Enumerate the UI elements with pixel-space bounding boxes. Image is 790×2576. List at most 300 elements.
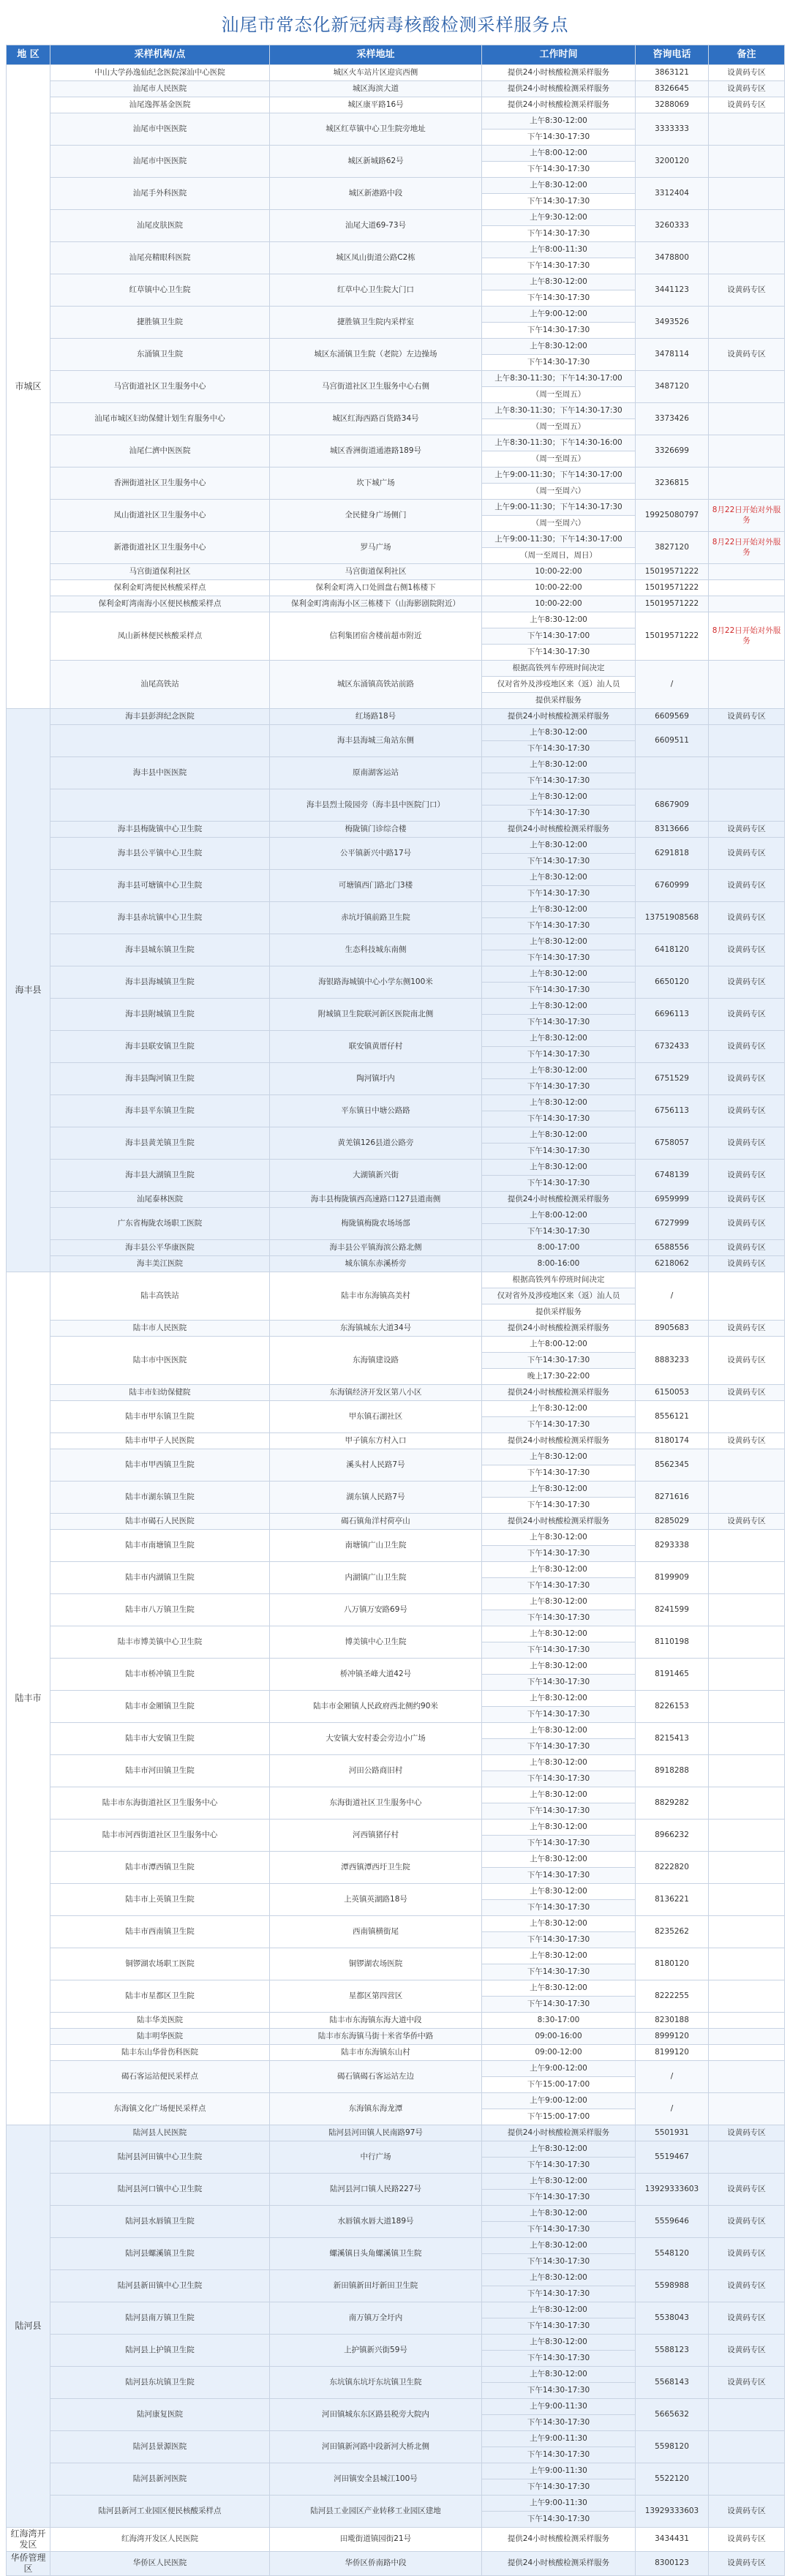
hours-cell: 下午14:30-17:30: [482, 773, 636, 789]
table-row: [7, 870, 785, 886]
table-row: [7, 2045, 785, 2061]
note-cell: 设黄码专区: [709, 934, 785, 966]
phone-cell: 8110198: [636, 1626, 709, 1659]
address-cell: 城区新城路62号: [270, 146, 482, 178]
phone-cell: 6727999: [636, 1208, 709, 1240]
table-row: [7, 1723, 785, 1739]
table-row: [7, 725, 785, 741]
hours-cell: 上午8:30-12:00: [482, 1884, 636, 1900]
org-cell: 陆河县新河工业园区便民核酸采样点: [50, 2496, 270, 2528]
hours-cell: 下午14:30-17:30: [482, 806, 636, 822]
org-cell: 陆河县新田镇中心卫生院: [50, 2270, 270, 2302]
note-cell: 设黄码专区: [709, 1127, 785, 1160]
hours-cell: 下午14:30-17:30: [482, 950, 636, 966]
hours-cell: 上午8:30-12:00: [482, 2141, 636, 2158]
table-row: [7, 1192, 785, 1208]
phone-cell: 8829282: [636, 1787, 709, 1820]
note-cell: [709, 307, 785, 339]
note-cell: [709, 2399, 785, 2431]
hours-cell: 8:30-17:00: [482, 2013, 636, 2029]
address-cell: 城区海滨大道: [270, 81, 482, 97]
hours-cell: 下午14:30-17:30: [482, 1079, 636, 1095]
org-cell: 中山大学孙逸仙纪念医院深汕中心医院: [50, 65, 270, 81]
phone-cell: 6150053: [636, 1385, 709, 1401]
table-row: [7, 1691, 785, 1707]
note-cell: [709, 2061, 785, 2093]
address-cell: 马宫街道社区卫生服务中心右侧: [270, 371, 482, 403]
hours-cell: 上午8:30-12:00: [482, 1449, 636, 1465]
hours-cell: 下午14:30-17:30: [482, 1176, 636, 1192]
hours-cell: 上午8:30-12:00: [482, 1095, 636, 1111]
note-cell: 设黄码专区: [709, 999, 785, 1031]
address-cell: 生态科技城东南侧: [270, 934, 482, 966]
org-cell: 陆丰市甲东镇卫生院: [50, 1401, 270, 1433]
table-row: [7, 789, 785, 806]
table-row: [7, 97, 785, 113]
org-cell: 红草镇中心卫生院: [50, 274, 270, 307]
hours-cell: （周一至周五）: [482, 387, 636, 403]
address-cell: 坎下城广场: [270, 467, 482, 500]
hours-cell: （周一至周五）: [482, 451, 636, 467]
hours-cell: 上午8:30-12:00: [482, 1401, 636, 1417]
phone-cell: 5588123: [636, 2335, 709, 2367]
table-row: [7, 612, 785, 628]
sampling-sites-table: [6, 45, 785, 2576]
address-cell: 东海镇城东大道34号: [270, 1321, 482, 1337]
phone-cell: 8562345: [636, 1449, 709, 1482]
phone-cell: 5665632: [636, 2399, 709, 2431]
note-cell: 设黄码专区: [709, 1192, 785, 1208]
hours-cell: 上午8:30-12:00: [482, 2238, 636, 2254]
hours-cell: 上午8:30-12:00: [482, 838, 636, 854]
hours-cell: 8:00-17:00: [482, 1240, 636, 1256]
address-cell: 城区火车站片区迎宾西侧: [270, 65, 482, 81]
table-row: [7, 2125, 785, 2141]
phone-cell: 8999120: [636, 2029, 709, 2045]
phone-cell: 8230188: [636, 2013, 709, 2029]
note-cell: 设黄码专区: [709, 1031, 785, 1063]
note-cell: 设黄码专区: [709, 822, 785, 838]
table-row: [7, 1562, 785, 1578]
note-cell: 设黄码专区: [709, 2552, 785, 2576]
org-cell: 陆河康复医院: [50, 2399, 270, 2431]
table-row: [7, 210, 785, 226]
address-cell: 联安镇黄厝仔村: [270, 1031, 482, 1063]
note-cell: [709, 2463, 785, 2496]
phone-cell: 8226153: [636, 1691, 709, 1723]
note-cell: [709, 210, 785, 242]
table-row: [7, 1095, 785, 1111]
address-cell: 华侨区侨南路中段: [270, 2552, 482, 2576]
address-cell: 潭西镇潭西圩卫生院: [270, 1852, 482, 1884]
hours-cell: 10:00-22:00: [482, 596, 636, 612]
org-cell: 陆丰市中医医院: [50, 1337, 270, 1385]
note-cell: [709, 596, 785, 612]
address-cell: 东海街道社区卫生服务中心: [270, 1787, 482, 1820]
table-row: [7, 1256, 785, 1272]
table-row: [7, 1337, 785, 1353]
hours-cell: 提供24小时核酸检测采样服务: [482, 97, 636, 113]
phone-cell: /: [636, 661, 709, 709]
phone-cell: 8300123: [636, 2552, 709, 2576]
org-cell: 汕尾市城区妇幼保健计划生育服务中心: [50, 403, 270, 435]
table-row: [7, 2141, 785, 2158]
note-cell: 设黄码专区: [709, 2496, 785, 2528]
note-cell: 设黄码专区: [709, 902, 785, 934]
note-cell: 设黄码专区: [709, 339, 785, 371]
org-cell: 陆丰东山华骨伤科医院: [50, 2045, 270, 2061]
org-cell: 陆丰市妇幼保健院: [50, 1385, 270, 1401]
org-cell: 陆丰市潭西镇卫生院: [50, 1852, 270, 1884]
org-cell: 陆丰市东海街道社区卫生服务中心: [50, 1787, 270, 1820]
note-cell: 设黄码专区: [709, 1321, 785, 1337]
phone-cell: 6696113: [636, 999, 709, 1031]
note-cell: 设黄码专区: [709, 1337, 785, 1385]
phone-cell: 8222255: [636, 1980, 709, 2013]
address-cell: 原南湖客运站: [270, 757, 482, 789]
phone-cell: 8271616: [636, 1482, 709, 1514]
org-cell: 海丰县联安镇卫生院: [50, 1031, 270, 1063]
table-row: [7, 307, 785, 323]
address-cell: 陆河县河田镇人民南路97号: [270, 2125, 482, 2141]
address-cell: 南万镇万全圩内: [270, 2302, 482, 2335]
table-row: [7, 1916, 785, 1932]
address-cell: 城区红草镇中心卫生院旁地址: [270, 113, 482, 146]
hours-cell: 仅对省外及涉疫地区来（返）汕人员: [482, 677, 636, 693]
hours-cell: 下午14:30-17:30: [482, 1417, 636, 1433]
address-cell: 城区东涌镇卫生院（老院）左边操场: [270, 339, 482, 371]
hours-cell: 上午8:30-12:00: [482, 1063, 636, 1079]
hours-cell: 下午14:30-17:30: [482, 1739, 636, 1755]
note-cell: [709, 1980, 785, 2013]
hours-cell: 上午8:30-12:00: [482, 757, 636, 773]
hours-cell: 上午8:30-11:30；下午14:30-17:30: [482, 403, 636, 419]
address-cell: 中行广场: [270, 2141, 482, 2174]
header-phone: 咨询电话: [636, 45, 709, 65]
hours-cell: 下午14:30-17:30: [482, 886, 636, 902]
table-row: [7, 564, 785, 580]
org-cell: 陆河县新河医院: [50, 2463, 270, 2496]
phone-cell: 5568143: [636, 2367, 709, 2399]
note-cell: 设黄码专区: [709, 2125, 785, 2141]
address-cell: 桥冲镇圣峰大道42号: [270, 1659, 482, 1691]
phone-cell: 8293338: [636, 1530, 709, 1562]
hours-cell: 10:00-22:00: [482, 580, 636, 596]
note-cell: 设黄码专区: [709, 1385, 785, 1401]
hours-cell: 下午14:30-17:30: [482, 2158, 636, 2174]
hours-cell: 下午14:30-17:30: [482, 1610, 636, 1626]
phone-cell: 8966232: [636, 1820, 709, 1852]
header-address: 采样地址: [270, 45, 482, 65]
page-title: 汕尾市常态化新冠病毒核酸检测采样服务点: [221, 15, 569, 35]
phone-cell: 8222820: [636, 1852, 709, 1884]
note-cell: [709, 1659, 785, 1691]
note-cell: 8月22日开始对外服务: [709, 500, 785, 532]
hours-cell: 下午14:30-17:30: [482, 1015, 636, 1031]
org-cell: 凤山新林便民核酸采样点: [50, 612, 270, 661]
table-row: [7, 467, 785, 484]
hours-cell: 下午14:30-17:30: [482, 1047, 636, 1063]
hours-cell: 提供24小时核酸检测采样服务: [482, 2552, 636, 2576]
hours-cell: 上午8:30-12:00: [482, 1160, 636, 1176]
hours-cell: 上午8:30-12:00: [482, 1980, 636, 1997]
org-cell: 陆丰市星都区卫生院: [50, 1980, 270, 2013]
hours-cell: 下午14:30-17:30: [482, 1465, 636, 1482]
org-cell: 陆丰市西南镇卫生院: [50, 1916, 270, 1948]
note-cell: [709, 1626, 785, 1659]
org-cell: 马宫街道保利社区: [50, 564, 270, 580]
note-cell: 设黄码专区: [709, 2270, 785, 2302]
note-cell: 设黄码专区: [709, 1208, 785, 1240]
address-cell: 甲子镇东方村入口: [270, 1433, 482, 1449]
hours-cell: 上午8:30-12:00: [482, 1127, 636, 1144]
address-cell: 城区香洲街道通港路189号: [270, 435, 482, 467]
table-row: [7, 2367, 785, 2383]
note-cell: [709, 403, 785, 435]
hours-cell: 上午9:00-11:30；下午14:30-17:00: [482, 467, 636, 484]
address-cell: 河田镇城东东区路县税旁大院内: [270, 2399, 482, 2431]
address-cell: 城区新港路中段: [270, 178, 482, 210]
table-row: [7, 2093, 785, 2109]
phone-cell: 8556121: [636, 1401, 709, 1433]
address-cell: 城区红海西路百货路34号: [270, 403, 482, 435]
note-cell: 8月22日开始对外服务: [709, 612, 785, 661]
note-cell: 设黄码专区: [709, 966, 785, 999]
address-cell: 海丰县梅陇镇西高速路口127县道南侧: [270, 1192, 482, 1208]
table-row: [7, 2463, 785, 2479]
table-row: [7, 1385, 785, 1401]
table-row: [7, 1820, 785, 1836]
note-cell: [709, 2013, 785, 2029]
address-cell: 保利金町湾南海小区三栋楼下（山海影剧院附近）: [270, 596, 482, 612]
table-row: [7, 81, 785, 97]
address-cell: 田墘街道镇园街21号: [270, 2528, 482, 2552]
table-row: [7, 1482, 785, 1498]
hours-cell: （周一至周日，周日）: [482, 548, 636, 564]
address-cell: 河田镇新河路中段新河大桥北侧: [270, 2431, 482, 2463]
address-cell: 陶河镇圩内: [270, 1063, 482, 1095]
org-cell: 铜锣湖农场职工医院: [50, 1948, 270, 1980]
hours-cell: 上午9:30-12:00: [482, 210, 636, 226]
note-cell: [709, 2093, 785, 2125]
phone-cell: 5598120: [636, 2431, 709, 2463]
hours-cell: 上午8:30-12:00: [482, 2270, 636, 2286]
address-cell: 城东镇东赤溪桥旁: [270, 1256, 482, 1272]
hours-cell: 09:00-12:00: [482, 2045, 636, 2061]
phone-cell: 13929333603: [636, 2496, 709, 2528]
hours-cell: 上午8:00-11:30: [482, 242, 636, 258]
phone-cell: 15019571222: [636, 580, 709, 596]
address-cell: 星都区第四营区: [270, 1980, 482, 2013]
table-row: [7, 822, 785, 838]
hours-cell: 上午8:00-12:00: [482, 146, 636, 162]
hours-cell: 根据高铁列车停班时间决定: [482, 1272, 636, 1288]
hours-cell: 下午14:30-17:30: [482, 2415, 636, 2431]
note-cell: [709, 1787, 785, 1820]
phone-cell: 5519467: [636, 2141, 709, 2174]
hours-cell: 8:00-16:00: [482, 1256, 636, 1272]
note-cell: [709, 2431, 785, 2463]
phone-cell: 3863121: [636, 65, 709, 81]
hours-cell: 上午8:30-12:00: [482, 2174, 636, 2190]
org-cell: 海丰县附城镇卫生院: [50, 999, 270, 1031]
org-cell: 陆河县南万镇卫生院: [50, 2302, 270, 2335]
hours-cell: 下午14:30-17:30: [482, 1144, 636, 1160]
hours-cell: 上午8:30-12:00: [482, 934, 636, 950]
table-row: [7, 1755, 785, 1771]
org-cell: 汕尾仁濟中医医院: [50, 435, 270, 467]
note-cell: [709, 1916, 785, 1948]
hours-cell: 下午14:30-17:30: [482, 290, 636, 307]
org-cell: 陆河县河田镇中心卫生院: [50, 2141, 270, 2174]
hours-cell: 下午14:30-17:30: [482, 1836, 636, 1852]
table-row: [7, 1449, 785, 1465]
org-cell: 汕尾市人民医院: [50, 81, 270, 97]
hours-cell: 下午14:30-17:30: [482, 2222, 636, 2238]
note-cell: [709, 1884, 785, 1916]
note-cell: 设黄码专区: [709, 65, 785, 81]
phone-cell: 3478800: [636, 242, 709, 274]
district-group: [7, 2125, 785, 2528]
org-cell: 海丰县平东镇卫生院: [50, 1095, 270, 1127]
hours-cell: 上午8:30-12:00: [482, 1691, 636, 1707]
table-row: [7, 2206, 785, 2222]
note-cell: [709, 580, 785, 596]
hours-cell: 下午15:00-17:00: [482, 2077, 636, 2093]
hours-cell: 提供24小时核酸检测采样服务: [482, 1433, 636, 1449]
phone-cell: 8199120: [636, 2045, 709, 2061]
hours-cell: 上午8:30-12:00: [482, 966, 636, 983]
phone-cell: 8136221: [636, 1884, 709, 1916]
note-cell: [709, 242, 785, 274]
hours-cell: 下午14:30-17:30: [482, 1707, 636, 1723]
hours-cell: 上午8:00-12:00: [482, 1337, 636, 1353]
org-cell: 陆丰市南塘镇卫生院: [50, 1530, 270, 1562]
district-group: [7, 2552, 785, 2576]
org-cell: 陆丰市甲子人民医院: [50, 1433, 270, 1449]
address-cell: 东海镇建设路: [270, 1337, 482, 1385]
district-cell: 市城区: [7, 65, 50, 709]
hours-cell: 提供24小时核酸检测采样服务: [482, 1192, 636, 1208]
table-row: [7, 2496, 785, 2512]
table-row: [7, 274, 785, 290]
hours-cell: 上午8:30-12:00: [482, 274, 636, 290]
phone-cell: 6959999: [636, 1192, 709, 1208]
phone-cell: 8215413: [636, 1723, 709, 1755]
table-row: [7, 1787, 785, 1803]
address-cell: 湖东镇人民路7号: [270, 1482, 482, 1514]
hours-cell: 上午8:30-12:00: [482, 612, 636, 628]
org-cell: 海丰县梅陇镇中心卫生院: [50, 822, 270, 838]
address-cell: 陆丰市东海镇东海大道中段: [270, 2013, 482, 2029]
address-cell: 西南镇横街尾: [270, 1916, 482, 1948]
phone-cell: [636, 757, 709, 789]
org-cell: 陆丰市河西街道社区卫生服务中心: [50, 1820, 270, 1852]
hours-cell: 下午14:30-17:30: [482, 1868, 636, 1884]
table-row: [7, 532, 785, 548]
address-cell: 铜锣湖农场医院: [270, 1948, 482, 1980]
note-cell: 设黄码专区: [709, 1095, 785, 1127]
table-row: [7, 1659, 785, 1675]
hours-cell: 下午14:30-17:30: [482, 194, 636, 210]
note-cell: [709, 435, 785, 467]
note-cell: [709, 2045, 785, 2061]
org-cell: 陆丰市湖东镇卫生院: [50, 1482, 270, 1514]
hours-cell: 上午8:30-12:00: [482, 1723, 636, 1739]
phone-cell: 8241599: [636, 1594, 709, 1626]
hours-cell: 下午14:30-17:30: [482, 129, 636, 146]
hours-cell: 下午14:30-17:30: [482, 1353, 636, 1369]
org-cell: 陆丰市上英镇卫生院: [50, 1884, 270, 1916]
note-cell: [709, 1562, 785, 1594]
hours-cell: 下午14:30-17:30: [482, 323, 636, 339]
note-cell: [709, 725, 785, 757]
org-cell: 陆丰市博美镇中心卫生院: [50, 1626, 270, 1659]
note-cell: [709, 1449, 785, 1482]
org-cell: 海丰县彭湃纪念医院: [50, 709, 270, 725]
hours-cell: 提供24小时核酸检测采样服务: [482, 65, 636, 81]
org-cell: 陆河县景源医院: [50, 2431, 270, 2463]
table-row: [7, 934, 785, 950]
district-group: [7, 65, 785, 709]
address-cell: 城区康平路16号: [270, 97, 482, 113]
table-header-row: [7, 45, 785, 65]
hours-cell: 上午8:30-12:00: [482, 2335, 636, 2351]
note-cell: 设黄码专区: [709, 81, 785, 97]
org-cell: 海丰县赤坑镇中心卫生院: [50, 902, 270, 934]
address-cell: 城区东涌镇高铁站前路: [270, 661, 482, 709]
note-cell: 设黄码专区: [709, 97, 785, 113]
table-row: [7, 709, 785, 725]
note-cell: 设黄码专区: [709, 2302, 785, 2335]
hours-cell: 下午14:30-17:30: [482, 1675, 636, 1691]
org-cell: 捷胜镇卫生院: [50, 307, 270, 339]
table-row: [7, 2431, 785, 2447]
hours-cell: 下午14:30-17:30: [482, 1932, 636, 1948]
phone-cell: 8918288: [636, 1755, 709, 1787]
phone-cell: /: [636, 2093, 709, 2125]
note-cell: [709, 789, 785, 822]
hours-cell: 上午9:00-12:00: [482, 307, 636, 323]
phone-cell: 5598988: [636, 2270, 709, 2302]
hours-cell: 上午8:30-12:00: [482, 1562, 636, 1578]
phone-cell: 8180120: [636, 1948, 709, 1980]
table-row: [7, 1321, 785, 1337]
org-cell: 陆河县东坑镇卫生院: [50, 2367, 270, 2399]
org-cell: 保利金町湾便民核酸采样点: [50, 580, 270, 596]
phone-cell: 6867909: [636, 789, 709, 822]
hours-cell: 下午14:30-17:30: [482, 854, 636, 870]
table-row: [7, 2399, 785, 2415]
hours-cell: 晚上17:30-22:00: [482, 1369, 636, 1385]
org-cell: 汕尾手外科医院: [50, 178, 270, 210]
hours-cell: 下午14:30-17:30: [482, 2479, 636, 2496]
note-cell: 设黄码专区: [709, 1256, 785, 1272]
table-row: [7, 500, 785, 516]
address-cell: 陆丰市东海镇东山村: [270, 2045, 482, 2061]
address-cell: 罗马广场: [270, 532, 482, 564]
address-cell: 内湖镇广山卫生院: [270, 1562, 482, 1594]
org-cell: 保利金町湾南海小区便民核酸采样点: [50, 596, 270, 612]
phone-cell: 6291818: [636, 838, 709, 870]
table-row: [7, 757, 785, 773]
org-cell: 东涌镇卫生院: [50, 339, 270, 371]
hours-cell: 上午8:30-12:00: [482, 1530, 636, 1546]
table-row: [7, 339, 785, 355]
org-cell: 陆丰市内湖镇卫生院: [50, 1562, 270, 1594]
header-note: 备注: [709, 45, 785, 65]
note-cell: 设黄码专区: [709, 1063, 785, 1095]
